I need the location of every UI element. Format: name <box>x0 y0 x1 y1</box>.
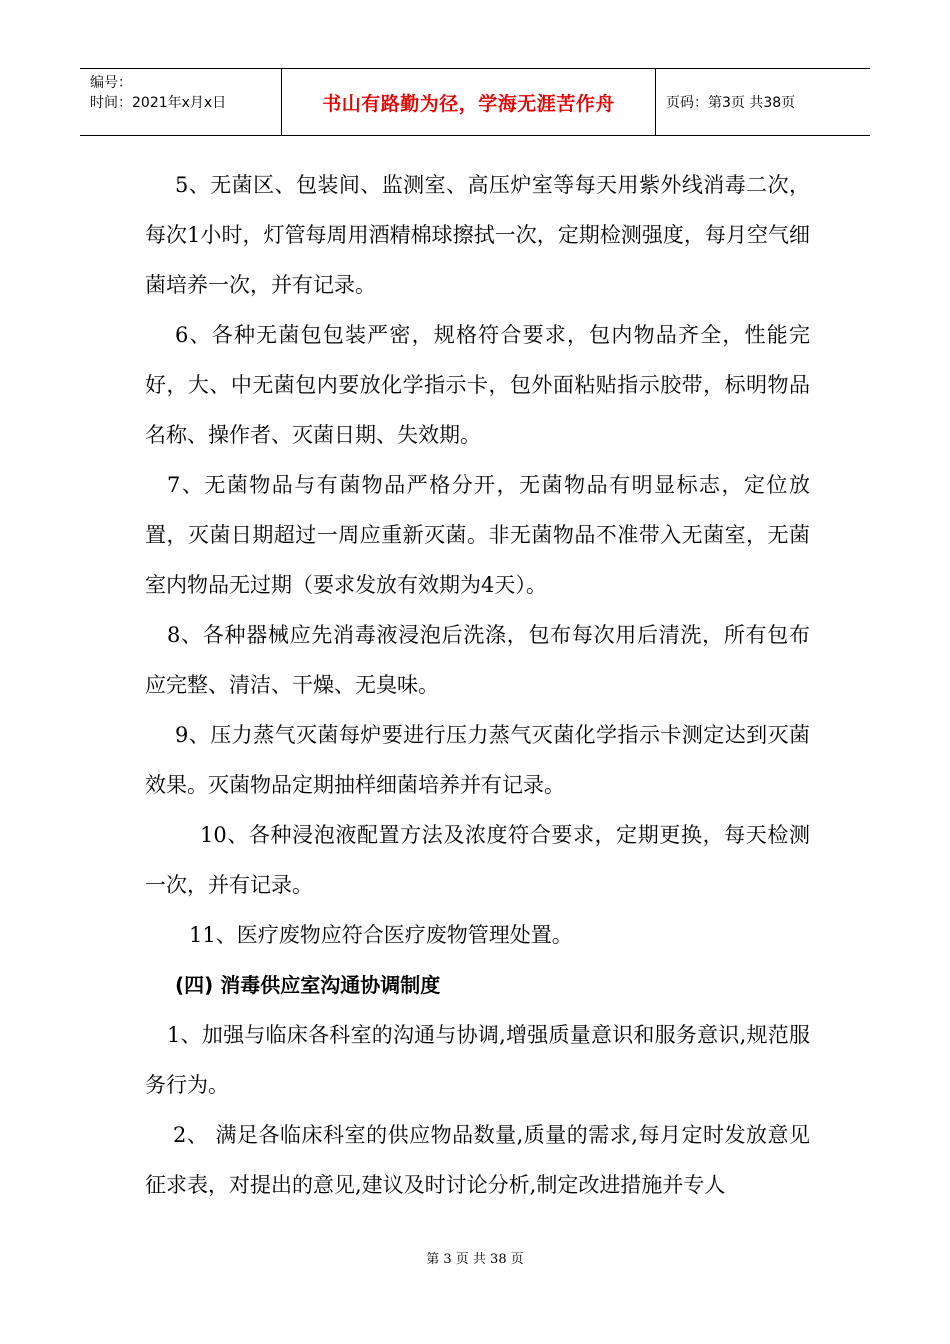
paragraph-5: 5、无菌区、包装间、监测室、高压炉室等每天用紫外线消毒二次，每次1小时，灯管每周用酒精棉球擦拭一次，定期检测强度，每月空气细菌培养一次，并有记录。 <box>145 173 810 297</box>
header-table <box>80 68 870 136</box>
time-label: 时间：2021年x月x日 <box>90 95 227 111</box>
page-footer: 第 3 页 共 38 页 <box>426 1252 524 1267</box>
header-meta <box>80 69 282 135</box>
paragraph-7: 7、无菌物品与有菌物品严格分开，无菌物品有明显标志，定位放置，灭菌日期超过一周应重新灭菌。非无菌物品不准带入无菌室，无菌室内物品无过期（要求发放有效期为4天）。 <box>145 473 810 597</box>
header-motto-cell <box>282 69 656 135</box>
paragraph-10: 10、各种浸泡液配置方法及浓度符合要求，定期更换，每天检测一次，并有记录。 <box>145 823 810 897</box>
paragraph-9: 9、压力蒸气灭菌每炉要进行压力蒸气灭菌化学指示卡测定达到灭菌效果。灭菌物品定期抽样细菌培养并有记录。 <box>145 723 810 797</box>
paragraph-6: 6、各种无菌包包装严密，规格符合要求，包内物品齐全，性能完好，大、中无菌包内要放化学指示卡，包外面粘贴指示胶带，标明物品名称、操作者、灭菌日期、失效期。 <box>145 323 810 447</box>
motto: 书山有路勤为径，学海无涯苦作舟 <box>322 92 615 115</box>
paragraph-s2: 2、 满足各临床科室的供应物品数量,质量的需求,每月定时发放意见征求表，对提出的意见,建议及时讨论分析,制定改进措施并专人 <box>145 1123 810 1197</box>
document-body <box>145 160 810 1210</box>
header-page-cell <box>656 69 870 135</box>
paragraph-8: 8、各种器械应先消毒液浸泡后洗涤，包布每次用后清洗，所有包布应完整、清洁、干燥、无臭味。 <box>145 623 810 697</box>
number-label: 编号： <box>90 75 132 91</box>
paragraph-s1: 1、加强与临床各科室的沟通与协调,增强质量意识和服务意识,规范服务行为。 <box>145 1023 810 1097</box>
page-info: 页码：第3页 共38页 <box>666 95 796 111</box>
section-title: (四) 消毒供应室沟通协调制度 <box>175 973 441 997</box>
paragraph-11: 11、医疗废物应符合医疗废物管理处置。 <box>189 923 573 947</box>
